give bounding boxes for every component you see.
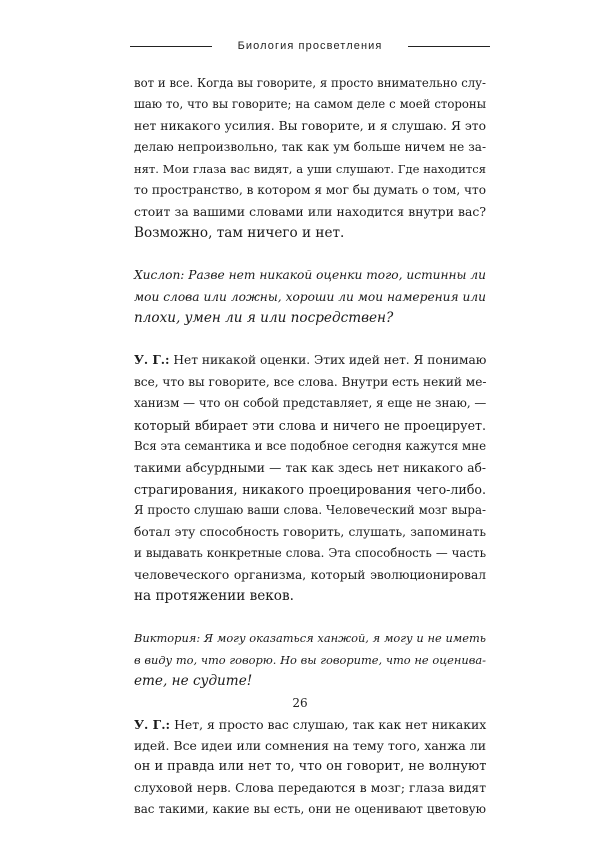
header-rule-right <box>408 46 490 47</box>
text-line-rest: Нет, я просто вас слушаю, так как нет никаких <box>170 716 487 732</box>
text-line: идей. Все идеи или сомнения на тему того, ханжа ли <box>134 737 486 753</box>
text-line: страгирования, никакого проецирования чего-либо. <box>134 481 486 497</box>
text-line: Возможно, там ничего и нет. <box>134 224 345 241</box>
text-line: то пространство, в котором я мог бы думать о том, что <box>134 183 486 198</box>
text-line: он и правда или нет то, что он говорит, не волнуют <box>134 759 487 775</box>
text-line: который вбирает эти слова и ничего не проецирует. <box>134 417 486 433</box>
text-line: вас такими, какие вы есть, они не оценивают цветовую <box>134 802 486 817</box>
paragraph-question-victoria <box>134 628 486 692</box>
paragraph-answer-ug <box>134 714 486 821</box>
text-line: мои слова или ложны, хороши ли мои намерения или <box>134 289 486 304</box>
text-line: Я просто слушаю ваши слова. Человеческий мозг выра- <box>134 503 486 518</box>
text-line: стоит за вашими словами или находится внутри вас? <box>134 204 486 220</box>
text-line: ете, не судите! <box>134 673 253 690</box>
text-line: все, что вы говорите, все слова. Внутри есть некий ме- <box>134 374 487 389</box>
text-line: слуховой нерв. Слова передаются в мозг; глаза видят <box>134 780 486 795</box>
paragraph-narration <box>134 73 486 244</box>
text-line: Хислоп: Разве нет никакой оценки того, истинны ли <box>134 268 486 283</box>
text-line: Вся эта семантика и все подобное сегодня кажутся мне <box>134 439 487 454</box>
paragraph-answer-ug <box>134 350 486 607</box>
text-line: плохи, умен ли я или посредствен? <box>134 310 394 327</box>
text-line: ботал эту способность говорить, слушать, запоминать <box>134 524 486 539</box>
running-header <box>130 36 490 56</box>
text-line: человеческого организма, который эволюционировал <box>134 567 486 582</box>
text-line: в виду то, что говорю. Но вы говорите, что не оценива- <box>134 652 486 667</box>
text-line: Виктория: Я могу оказаться ханжой, я могу и не иметь <box>134 631 486 646</box>
text-line: ханизм — что он собой представляет, я еще не знаю, — <box>134 396 487 411</box>
text-line: на протяжении веков. <box>134 587 294 604</box>
paragraph-question-hislop <box>134 265 486 329</box>
text-line-with-speaker <box>134 714 486 735</box>
text-line-rest: Нет никакой оценки. Этих идей нет. Я понимаю <box>169 353 487 368</box>
speaker-label: У. Г.: <box>134 716 171 732</box>
text-line: шаю то, что вы говорите; на самом деле с моей стороны <box>134 97 486 112</box>
text-line: нет никакого усилия. Вы говорите, и я слушаю. Я это <box>134 118 486 133</box>
text-line: и выдавать конкретные слова. Эта способность — часть <box>134 546 486 561</box>
text-line: такими абсурдными — так как здесь нет никакого аб- <box>134 460 486 475</box>
header-title: Биология просветления <box>237 40 383 52</box>
text-line-with-speaker <box>134 350 486 371</box>
page-number: 26 <box>292 696 308 710</box>
text-line: нят. Мои глаза вас видят, а уши слушают. Где находится <box>134 161 486 176</box>
text-line: вот и все. Когда вы говорите, я просто внимательно слу- <box>134 76 486 90</box>
text-line: делаю непроизвольно, так как ум больше ничем не за- <box>134 140 486 155</box>
speaker-label: У. Г.: <box>134 353 170 368</box>
header-rule-left <box>130 46 212 47</box>
body-text <box>134 73 486 842</box>
